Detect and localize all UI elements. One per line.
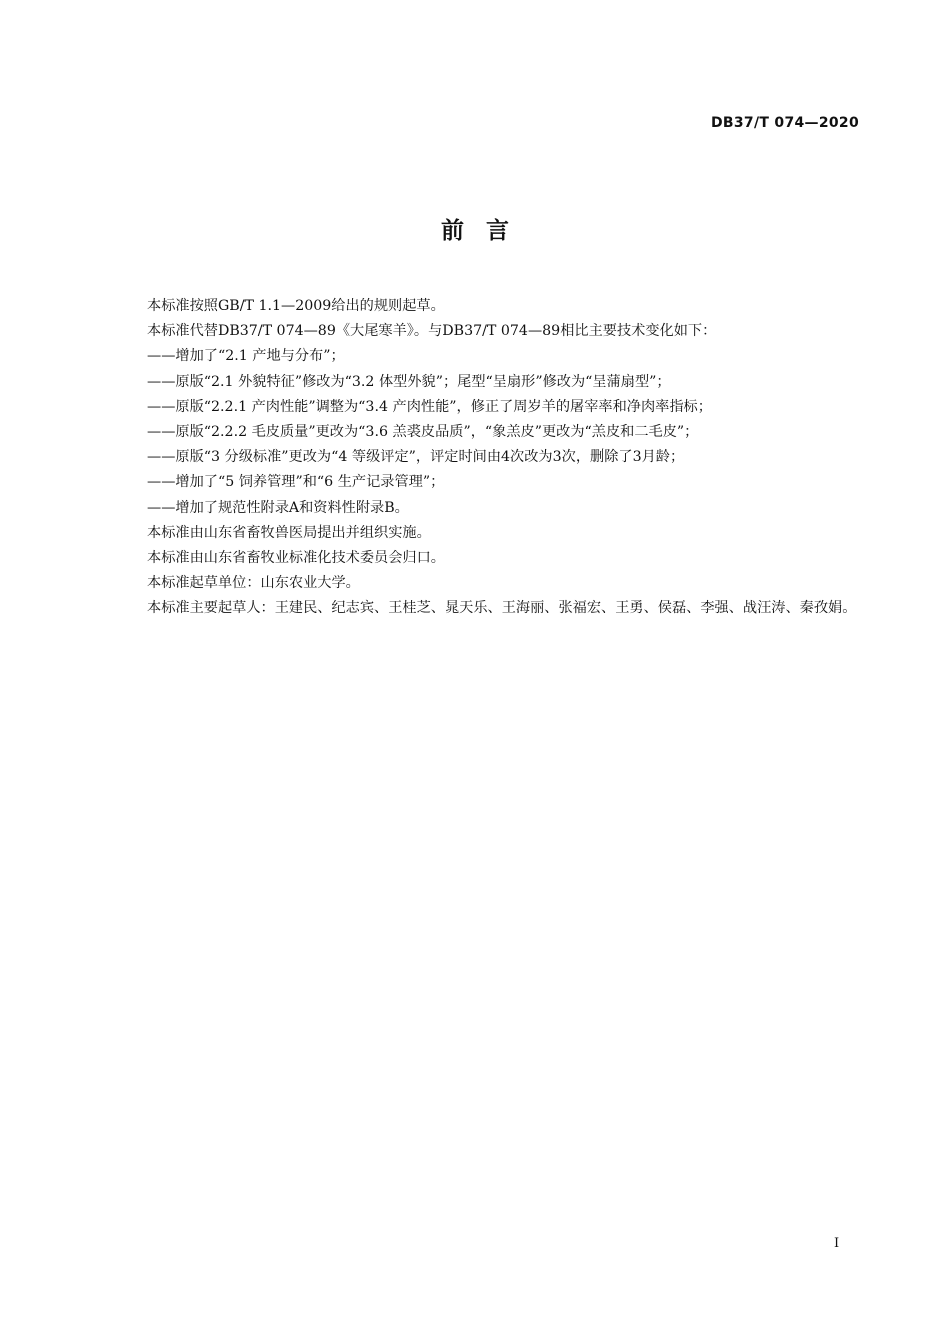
change-item: ——增加了“2.1 产地与分布”； — [147, 348, 345, 365]
page-number: I — [834, 1236, 840, 1251]
change-item: ——原版“2.1 外貌特征”修改为“3.2 体型外貌”；尾型“呈扇形”修改为“呈蒲扇型”； — [147, 373, 671, 390]
page-title: 前言 — [441, 218, 531, 244]
change-item: ——原版“2.2.2 毛皮质量”更改为“3.6 羔裘皮品质”，“象羔皮”更改为“羔皮和二毛皮”； — [147, 424, 699, 441]
change-item: ——原版“2.2.1 产肉性能”调整为“3.4 产肉性能”，修正了周岁羊的屠宰率和净肉率指标； — [147, 398, 712, 415]
paragraph-administrator: 本标准由山东省畜牧业标准化技术委员会归口。 — [147, 550, 445, 567]
paragraph-proposer: 本标准由山东省畜牧兽医局提出并组织实施。 — [147, 524, 431, 541]
document-code: DB37/T 074—2020 — [711, 115, 859, 131]
change-item: ——原版“3 分级标准”更改为“4 等级评定”，评定时间由4次改为3次，删除了3月龄； — [147, 449, 685, 466]
paragraph-drafting-rules: 本标准按照GB/T 1.1—2009给出的规则起草。 — [147, 298, 445, 314]
foreword-body — [113, 294, 859, 622]
paragraph-drafters: 本标准主要起草人：王建民、纪志宾、王桂芝、晁天乐、王海丽、张福宏、王勇、侯磊、李强、战汪涛、秦孜娟。 — [147, 600, 857, 617]
change-item: ——增加了“5 饲养管理”和“6 生产记录管理”； — [147, 474, 445, 491]
paragraph-replacement: 本标准代替DB37/T 074—89《大尾寒羊》。与DB37/T 074—89相比主要技术变化如下： — [147, 323, 717, 340]
change-item: ——增加了规范性附录A和资料性附录B。 — [147, 499, 409, 516]
paragraph-drafting-unit: 本标准起草单位：山东农业大学。 — [147, 575, 360, 592]
